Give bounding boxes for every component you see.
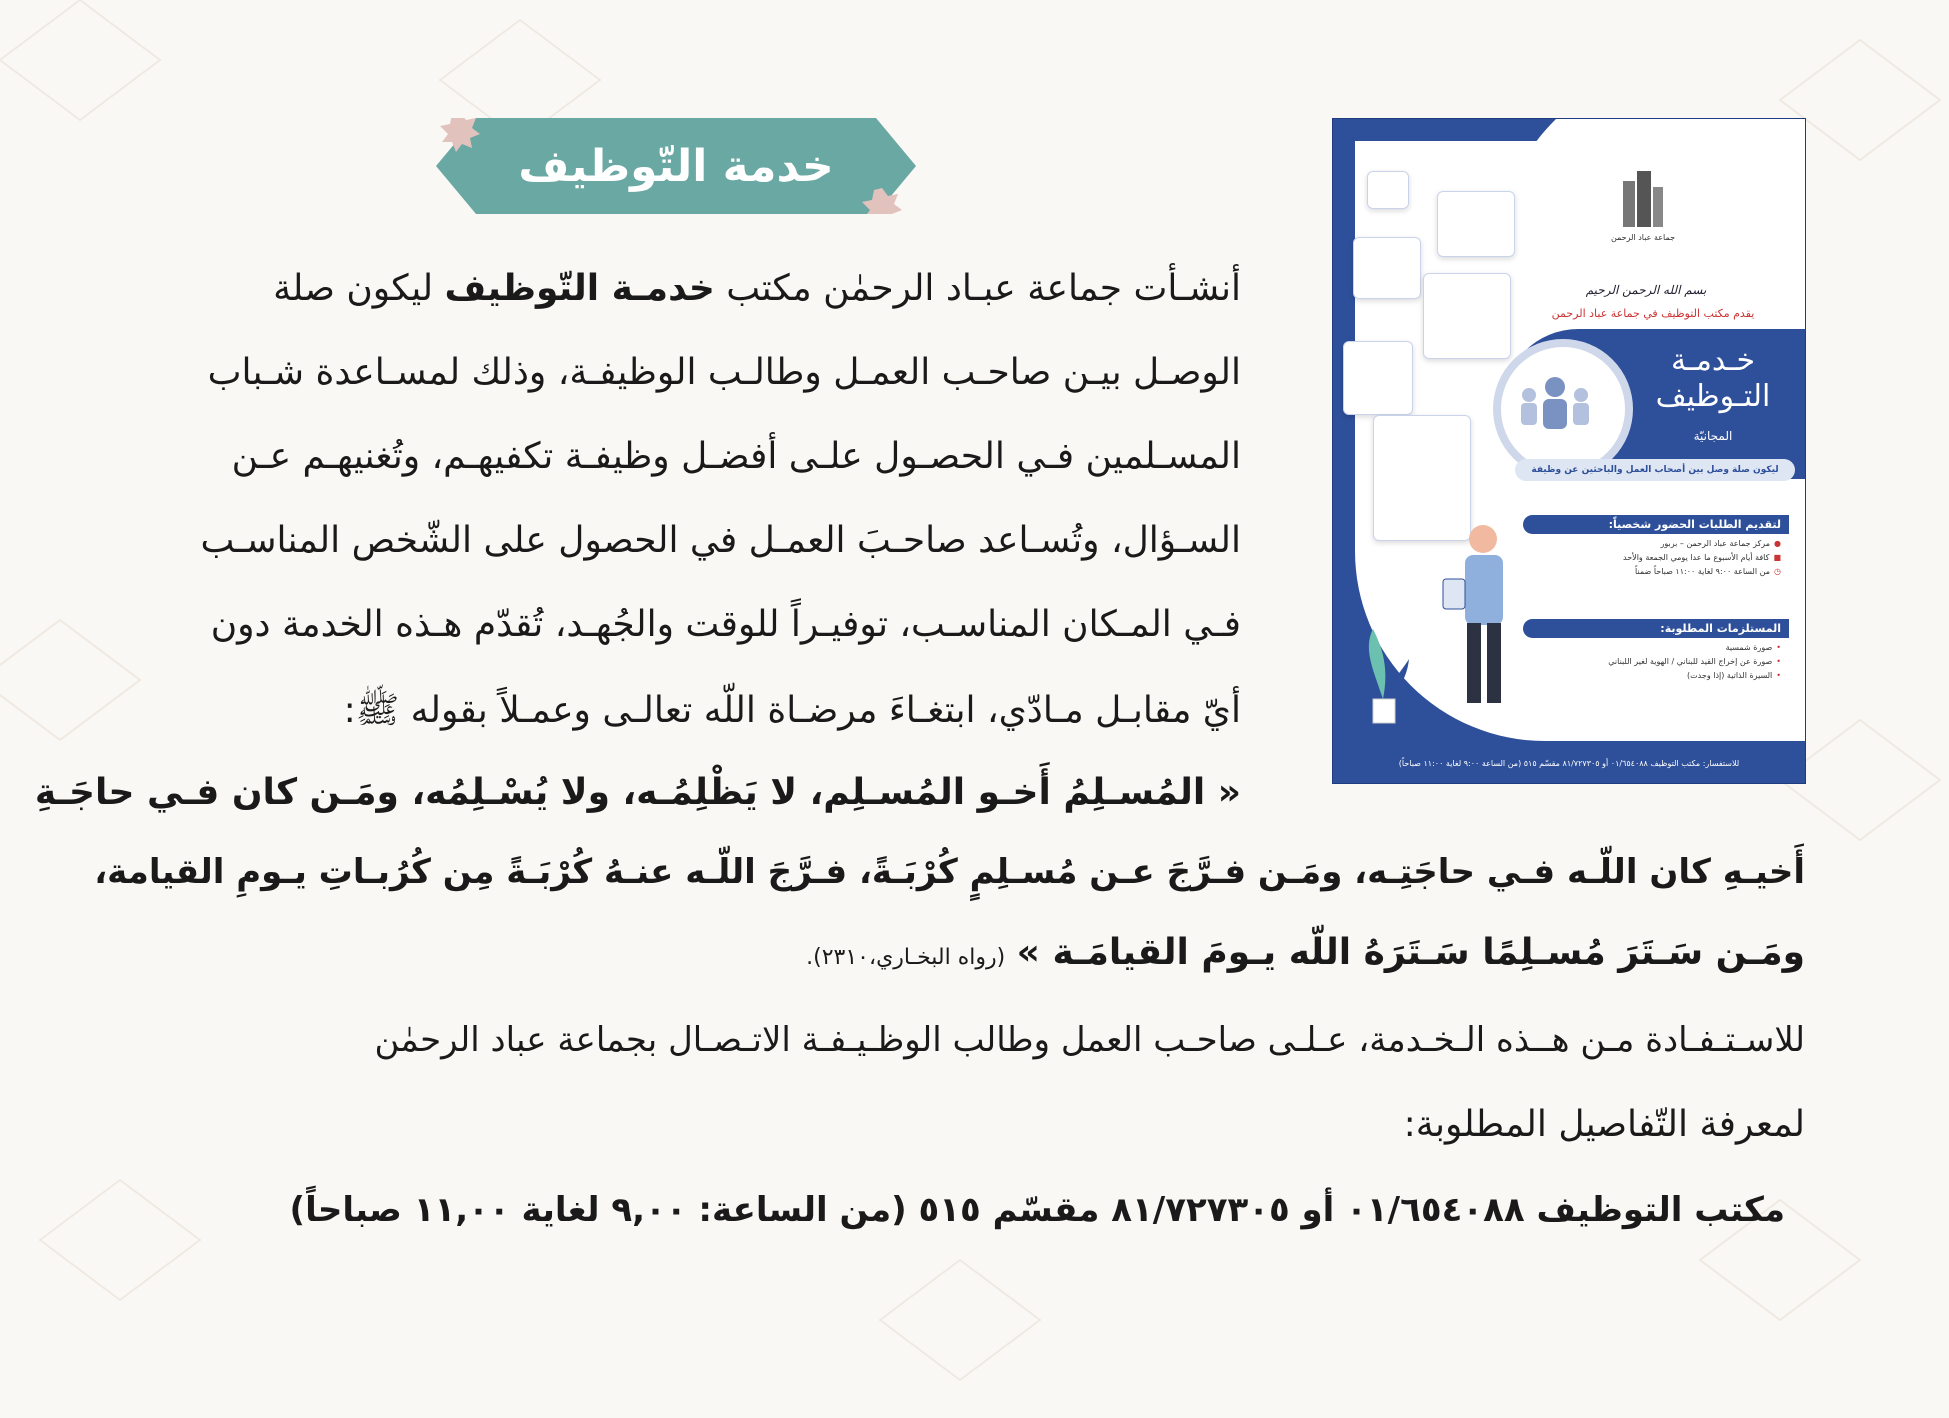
paragraph-line-6: أيّ مقابـل مـادّي، ابتغـاءَ مرضـاة اللّه تعالـى وعمـلاً بقوله ﷺ: (343, 690, 1241, 731)
people-magnifier-icon (1493, 339, 1633, 479)
profile-card (1437, 191, 1515, 257)
page-title: خدمة التّوظيف (518, 140, 834, 192)
poster-section-apply-title: لتقديم الطلبات الحضور شخصياً: (1523, 515, 1789, 534)
profile-card (1353, 237, 1421, 299)
poster-list-item: •صورة عن إخراج القيد للبناني / الهوية لغير اللبناني (1608, 657, 1781, 666)
contact-line: مكتب التوظيف ٠١/٦٥٤٠٨٨ أو ٨١/٧٢٧٣٠٥ مقسّم ٥١٥ (من الساعة: ٩,٠٠ لغاية ١١,٠٠ صباحاً) (289, 1190, 1785, 1230)
bullet-icon: • (1776, 643, 1781, 652)
location-icon: ● (1774, 539, 1781, 548)
bullet-icon: • (1776, 657, 1781, 666)
poster-service-name-line1: خـدمـة (1670, 343, 1756, 378)
profile-card (1343, 341, 1413, 415)
poster-section-requirements (1519, 617, 1789, 680)
line-1-after: ليكون صلة (273, 268, 445, 309)
hadith-line-2: أَخيـهِ كان اللّـه فـي حاجَتِـه، ومَـن فـرَّجَ عـن مُسـلِمٍ كُرْبَـةً، فـرَّجَ اللّـه عنـهُ كُرْبَـةً مِن كُرُبـاتِ يـومِ القيامة، (94, 852, 1805, 892)
poster-footer: للاستفسار: مكتب التوظيف ٠١/٦٥٤٠٨٨ أو ٨١/٧٢٧٣٠٥ مقسّم ٥١٥ (من الساعة ٩:٠٠ لغاية ١١:٠٠ صباحاً) (1333, 743, 1805, 783)
paragraph2-line-2: لمعرفة التّفاصيل المطلوبة: (1403, 1104, 1805, 1145)
poster-service-name (1633, 343, 1793, 415)
profile-card (1423, 273, 1511, 359)
poster-list-item: •صورة شمسية (1725, 643, 1781, 652)
building-logo (1613, 167, 1673, 231)
paragraph-line-1 (273, 268, 1241, 309)
hadith-source: (رواه البخـاري،٢٣١٠). (806, 945, 1006, 970)
hadith-line-1: « المُسـلِمُ أَخـو المُسـلِم، لا يَظْلِمُـه، ولا يُسْـلِمُه، ومَـن كان فـي حاجَـةِ (34, 772, 1241, 813)
poster-list-item: ◷من الساعة ٩:٠٠ لغاية ١١:٠٠ صباحاً ضمناً (1635, 567, 1781, 576)
paragraph-line-4: السـؤال، وتُسـاعد صاحـبَ العمـل في الحصول على الشّخص المناسـب (200, 520, 1241, 561)
line-1-before: أنشـأت جماعة عبـاد الرحمٰن مكتب (714, 268, 1241, 309)
calendar-icon: ■ (1773, 553, 1781, 562)
poster-intro: يقدم مكتب التوظيف في جماعة عباد الرحمن (1551, 307, 1755, 320)
poster-list-item: •السيرة الذاتية (إذا وجدت) (1687, 671, 1781, 680)
poster-org-name: جماعة عباد الرحمن (1610, 233, 1676, 242)
poster-image (1332, 118, 1806, 784)
poster-basmala: بسم الله الرحمن الرحيم (1585, 283, 1707, 297)
poster-list-item: ■كافة أيام الأسبوع ما عدا يومي الجمعة والأحد (1623, 553, 1781, 562)
clock-icon: ◷ (1774, 567, 1781, 576)
service-name-inline: خدمـة التّوظيف (444, 268, 715, 309)
paragraph-line-5: فـي المـكان المناسـب، توفيـراً للوقت والجُهـد، تُقدّم هـذه الخدمة دون (210, 604, 1241, 645)
hadith-line-3-text: ومَـن سَـتَرَ مُسـلِمًا سَـتَرَهُ اللّه يـومَ القيامَـة » (1016, 932, 1805, 973)
poster-list-item: ●مركز جماعة عباد الرحمن – بربور (1660, 539, 1781, 548)
poster-service-name-line2: التـوظيف (1655, 379, 1771, 414)
paragraph2-line-1: للاسـتـفـادة مـن هــذه الـخـدمة، عـلـى صاحـب العمل وطالب الوظـيـفـة الاتـصـال بجماعة عباد الرحمٰن (374, 1020, 1805, 1060)
poster-section-requirements-title: المستلزمات المطلوبة: (1523, 619, 1789, 638)
hadith-line-3 (806, 932, 1805, 973)
title-badge (436, 118, 916, 214)
profile-card (1367, 171, 1409, 209)
plant-illustration (1353, 619, 1413, 729)
poster-section-apply (1519, 513, 1789, 576)
poster-free-label: المجانيّة (1693, 429, 1733, 443)
person-illustration (1413, 519, 1533, 719)
paragraph-line-3: المسـلمين فـي الحصـول علـى أفضـل وظيفـة تكفيهـم، وتُغنيهـم عـن (231, 436, 1241, 477)
paragraph-line-2: الوصـل بيـن صاحـب العمـل وطالـب الوظيفـة، وذلك لمسـاعدة شـباب (207, 352, 1241, 393)
poster-tagline: ليكون صلة وصل بين أصحاب العمل والباحثين عن وظيفة (1515, 459, 1795, 481)
bullet-icon: • (1776, 671, 1781, 680)
